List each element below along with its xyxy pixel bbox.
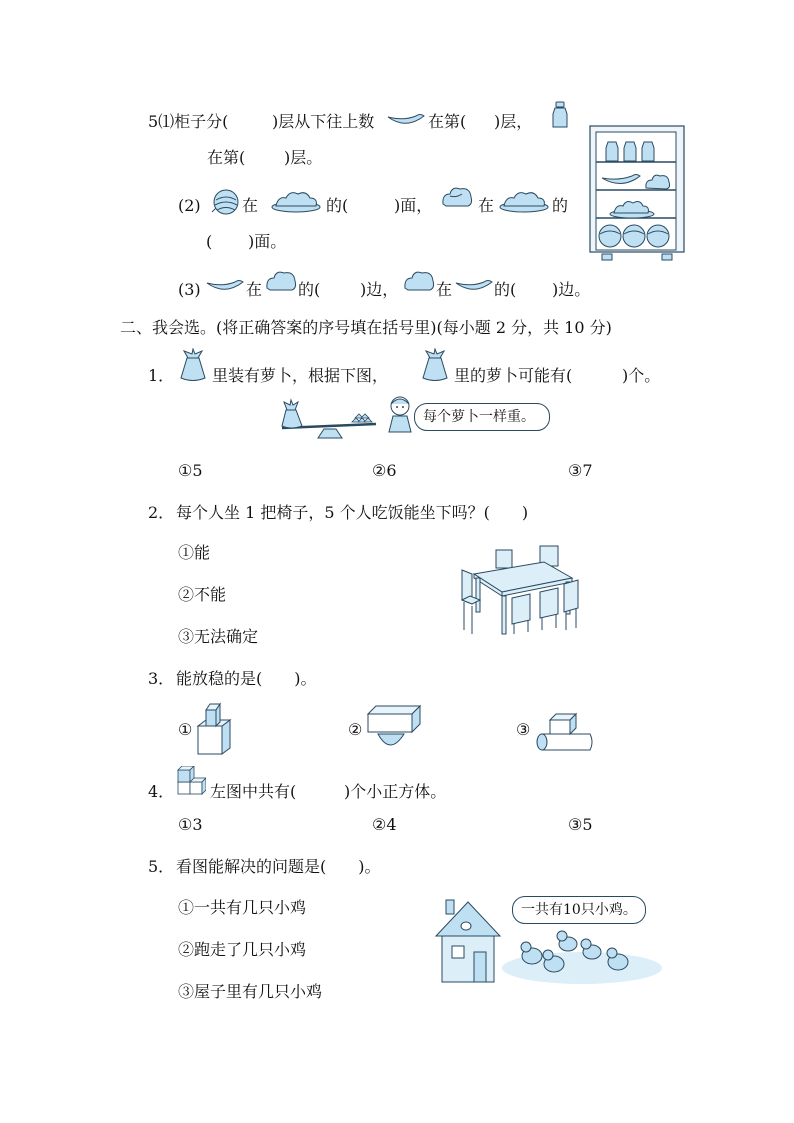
q5-1-text-d: )层，	[494, 112, 533, 131]
sack-icon-2	[420, 348, 450, 384]
q5-2-text-g: )面。	[248, 232, 287, 251]
mc1-option-2[interactable]: ②6	[372, 461, 397, 480]
mc1-option-3[interactable]: ③7	[568, 461, 593, 480]
bread-icon	[440, 184, 474, 210]
mc2-question: 每个人坐 1 把椅子，5 个人吃饭能坐下吗？( )	[176, 503, 529, 522]
mc1-text-c: )个。	[622, 366, 661, 385]
buns-plate-icon-2	[498, 186, 550, 214]
q5-1-text-c: 在第(	[428, 112, 467, 131]
mc2-option-1[interactable]: ①能	[178, 543, 211, 562]
q5-3-text-a: 在	[246, 280, 263, 299]
q5-1-text-f: )层。	[284, 148, 323, 167]
girl-illustration	[384, 394, 416, 436]
dining-table-illustration	[460, 544, 582, 636]
mc5-question: 看图能解决的问题是( )。	[176, 857, 381, 876]
small-cubes-shape	[176, 766, 206, 798]
sack-icon	[178, 348, 208, 384]
yogurt-bottle-icon	[550, 100, 570, 130]
cube-on-cylinder-shape	[534, 710, 594, 754]
q5-3-text-b: 的(	[298, 280, 321, 299]
bread-icon-3	[402, 268, 436, 294]
balance-scale-illustration	[280, 396, 380, 442]
mc2-option-3[interactable]: ③无法确定	[178, 627, 259, 646]
mc2-number: 2．	[148, 503, 175, 522]
mc4-number: 4．	[148, 782, 175, 801]
mc1-text-a: 里装有萝卜，根据下图，	[212, 366, 389, 385]
mc5-option-1[interactable]: ①一共有几只小鸡	[178, 898, 307, 917]
stacked-cubes-shape	[194, 702, 234, 756]
q5-1-text-a: 5⑴柜子分(	[148, 112, 229, 131]
q5-2-text-f: (	[206, 232, 213, 251]
q5-3-text-f: )边。	[552, 280, 591, 299]
mc4-text-a: 左图中共有(	[210, 782, 297, 801]
q5-2-text-b: 的(	[326, 196, 349, 215]
mc4-text-b: )个小正方体。	[344, 782, 447, 801]
mc1-number: 1．	[148, 366, 175, 385]
watermelon-icon	[208, 186, 240, 218]
q5-2-text-a: 在	[242, 196, 259, 215]
box-on-hemisphere-shape	[364, 704, 422, 754]
mc3-question: 能放稳的是( )。	[176, 669, 317, 688]
mc5-number: 5．	[148, 857, 175, 876]
eggplant-icon	[386, 112, 426, 130]
mc1-option-1[interactable]: ①5	[178, 461, 203, 480]
speech-bubble	[414, 403, 550, 431]
q5-1-text-e: 在第(	[207, 148, 246, 167]
mc3-option-3[interactable]: ③	[516, 720, 531, 739]
mc5-option-3[interactable]: ③屋子里有几只小鸡	[178, 982, 323, 1001]
q5-1-text-b: )层从下往上数	[272, 112, 375, 131]
mc4-option-1[interactable]: ①3	[178, 815, 203, 834]
mc5-option-2[interactable]: ②跑走了几只小鸡	[178, 940, 307, 959]
q5-3-text-e: 的(	[494, 280, 517, 299]
cabinet-illustration	[588, 124, 688, 264]
eggplant-icon-3	[454, 278, 494, 296]
mc3-option-1[interactable]: ①	[178, 720, 193, 739]
chick-speech-bubble	[512, 896, 646, 924]
q5-3-text-d: 在	[436, 280, 453, 299]
q5-3-text-c: )边，	[360, 280, 399, 299]
section2-heading: 二、我会选。(将正确答案的序号填在括号里)(每小题 2 分，共 10 分)	[120, 318, 612, 337]
mc4-option-3[interactable]: ③5	[568, 815, 593, 834]
mc1-text-b: 里的萝卜可能有(	[454, 366, 573, 385]
chick-speech-bubble-text: 一共有10只小鸡。	[521, 902, 637, 918]
eggplant-icon-2	[205, 278, 245, 296]
mc4-option-2[interactable]: ②4	[372, 815, 397, 834]
mc2-option-2[interactable]: ②不能	[178, 585, 227, 604]
q5-2-text-e: 的	[552, 196, 569, 215]
q5-2-text-d: 在	[478, 196, 495, 215]
mc3-option-2[interactable]: ②	[348, 720, 363, 739]
speech-bubble-text: 每个萝卜一样重。	[423, 409, 535, 425]
q5-2-label: (2)	[178, 196, 201, 215]
buns-plate-icon	[270, 186, 322, 214]
q5-3-label: (3)	[178, 280, 201, 299]
q5-2-text-c: )面，	[394, 196, 433, 215]
bread-icon-2	[264, 268, 298, 294]
mc3-number: 3．	[148, 669, 175, 688]
